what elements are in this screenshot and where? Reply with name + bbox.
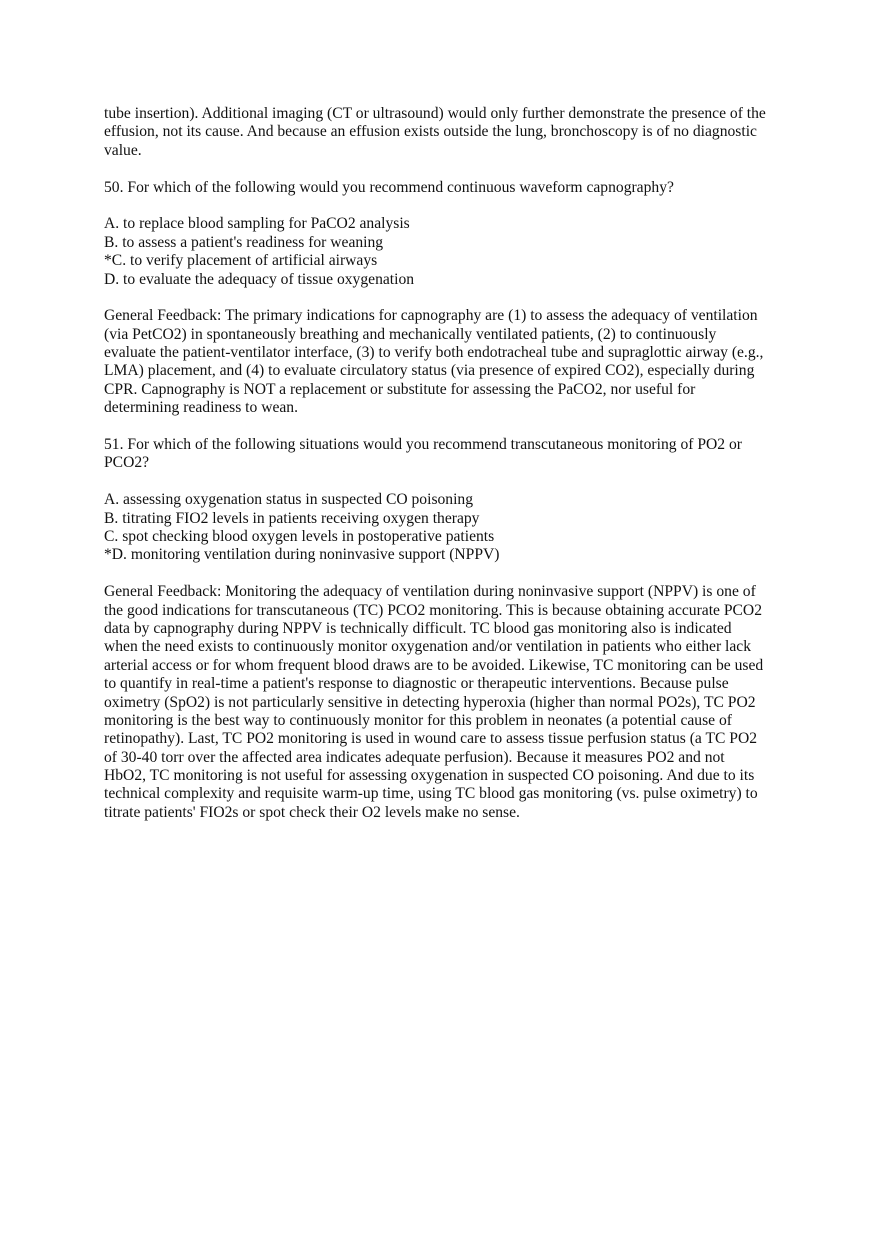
option-b: B. to assess a patient's readiness for weaning	[104, 233, 384, 251]
question-50	[104, 179, 780, 197]
intro-paragraph	[104, 105, 780, 160]
feedback-line: of 30-40 torr over the affected area indicates adequate perfusion). Because it measures PO2 and not	[104, 748, 725, 766]
question-51-options	[104, 491, 780, 565]
feedback-line: to quantify in real-time a patient's response to diagnostic or therapeutic interventions. Because pulse	[104, 675, 729, 693]
question-50-feedback	[104, 307, 780, 417]
question-51-text: PCO2?	[104, 454, 150, 472]
feedback-line: monitoring is the best way to continuously monitor for this problem in neonates (a potential cause of	[104, 711, 732, 729]
question-51-feedback	[104, 583, 780, 822]
feedback-line: evaluate the patient-ventilator interface, (3) to verify both endotracheal tube and supraglottic airway (e.g.,	[104, 344, 764, 362]
feedback-line: data by capnography during NPPV is technically difficult. TC blood gas monitoring also is indicated	[104, 619, 732, 637]
feedback-line: technical complexity and requisite warm-up time, using TC blood gas monitoring (vs. pulse oximetry) to	[104, 785, 758, 803]
option-a: A. assessing oxygenation status in suspected CO poisoning	[104, 491, 474, 509]
feedback-line: (via PetCO2) in spontaneously breathing and mechanically ventilated patients, (2) to continuously	[104, 325, 717, 343]
feedback-line: CPR. Capnography is NOT a replacement or substitute for assessing the PaCO2, nor useful for	[104, 380, 696, 398]
intro-line: effusion, not its cause. And because an effusion exists outside the lung, bronchoscopy is of no diagnostic	[104, 123, 757, 141]
feedback-line: determining readiness to wean.	[104, 399, 298, 417]
document-page	[104, 105, 780, 822]
option-b: B. titrating FIO2 levels in patients receiving oxygen therapy	[104, 509, 480, 527]
intro-line: tube insertion). Additional imaging (CT or ultrasound) would only further demonstrate the presence of the	[104, 105, 766, 122]
option-d: D. to evaluate the adequacy of tissue oxygenation	[104, 270, 415, 288]
feedback-line: titrate patients' FIO2s or spot check their O2 levels make no sense.	[104, 803, 520, 821]
feedback-line: oximetry (SpO2) is not particularly sensitive in detecting hyperoxia (higher than normal PO2s), TC PO2	[104, 693, 756, 711]
option-a: A. to replace blood sampling for PaCO2 analysis	[104, 215, 410, 233]
intro-line: value.	[104, 141, 142, 159]
paragraph-gap	[104, 289, 780, 307]
option-d-correct: *D. monitoring ventilation during noninvasive support (NPPV)	[104, 546, 500, 564]
paragraph-gap	[104, 418, 780, 436]
paragraph-gap	[104, 565, 780, 583]
option-c: C. spot checking blood oxygen levels in postoperative patients	[104, 527, 495, 545]
question-51-text: 51. For which of the following situations would you recommend transcutaneous monitoring of PO2 or	[104, 436, 742, 454]
feedback-line: HbO2, TC monitoring is not useful for assessing oxygenation in suspected CO poisoning. And due to its	[104, 767, 755, 785]
feedback-line: General Feedback: The primary indications for capnography are (1) to assess the adequacy of ventilation	[104, 307, 758, 325]
feedback-line: when the need exists to continuously monitor oxygenation and/or ventilation in patients who either lack	[104, 638, 752, 656]
feedback-line: the good indications for transcutaneous (TC) PCO2 monitoring. This is because obtaining accurate PCO2	[104, 601, 762, 619]
paragraph-gap	[104, 160, 780, 178]
paragraph-gap	[104, 197, 780, 215]
feedback-line: arterial access or for whom frequent blood draws are to be avoided. Likewise, TC monitoring can be used	[104, 656, 764, 674]
option-c-correct: *C. to verify placement of artificial airways	[104, 252, 378, 270]
feedback-line: LMA) placement, and (4) to evaluate circulatory status (via presence of expired CO2), especially during	[104, 362, 755, 380]
question-50-options	[104, 215, 780, 289]
paragraph-gap	[104, 473, 780, 491]
feedback-line: General Feedback: Monitoring the adequacy of ventilation during noninvasive support (NPPV) is one of	[104, 583, 756, 601]
question-51	[104, 436, 780, 473]
feedback-line: retinopathy). Last, TC PO2 monitoring is used in wound care to assess tissue perfusion status (a TC PO2	[104, 730, 757, 748]
question-50-text: 50. For which of the following would you recommend continuous waveform capnography?	[104, 178, 674, 196]
